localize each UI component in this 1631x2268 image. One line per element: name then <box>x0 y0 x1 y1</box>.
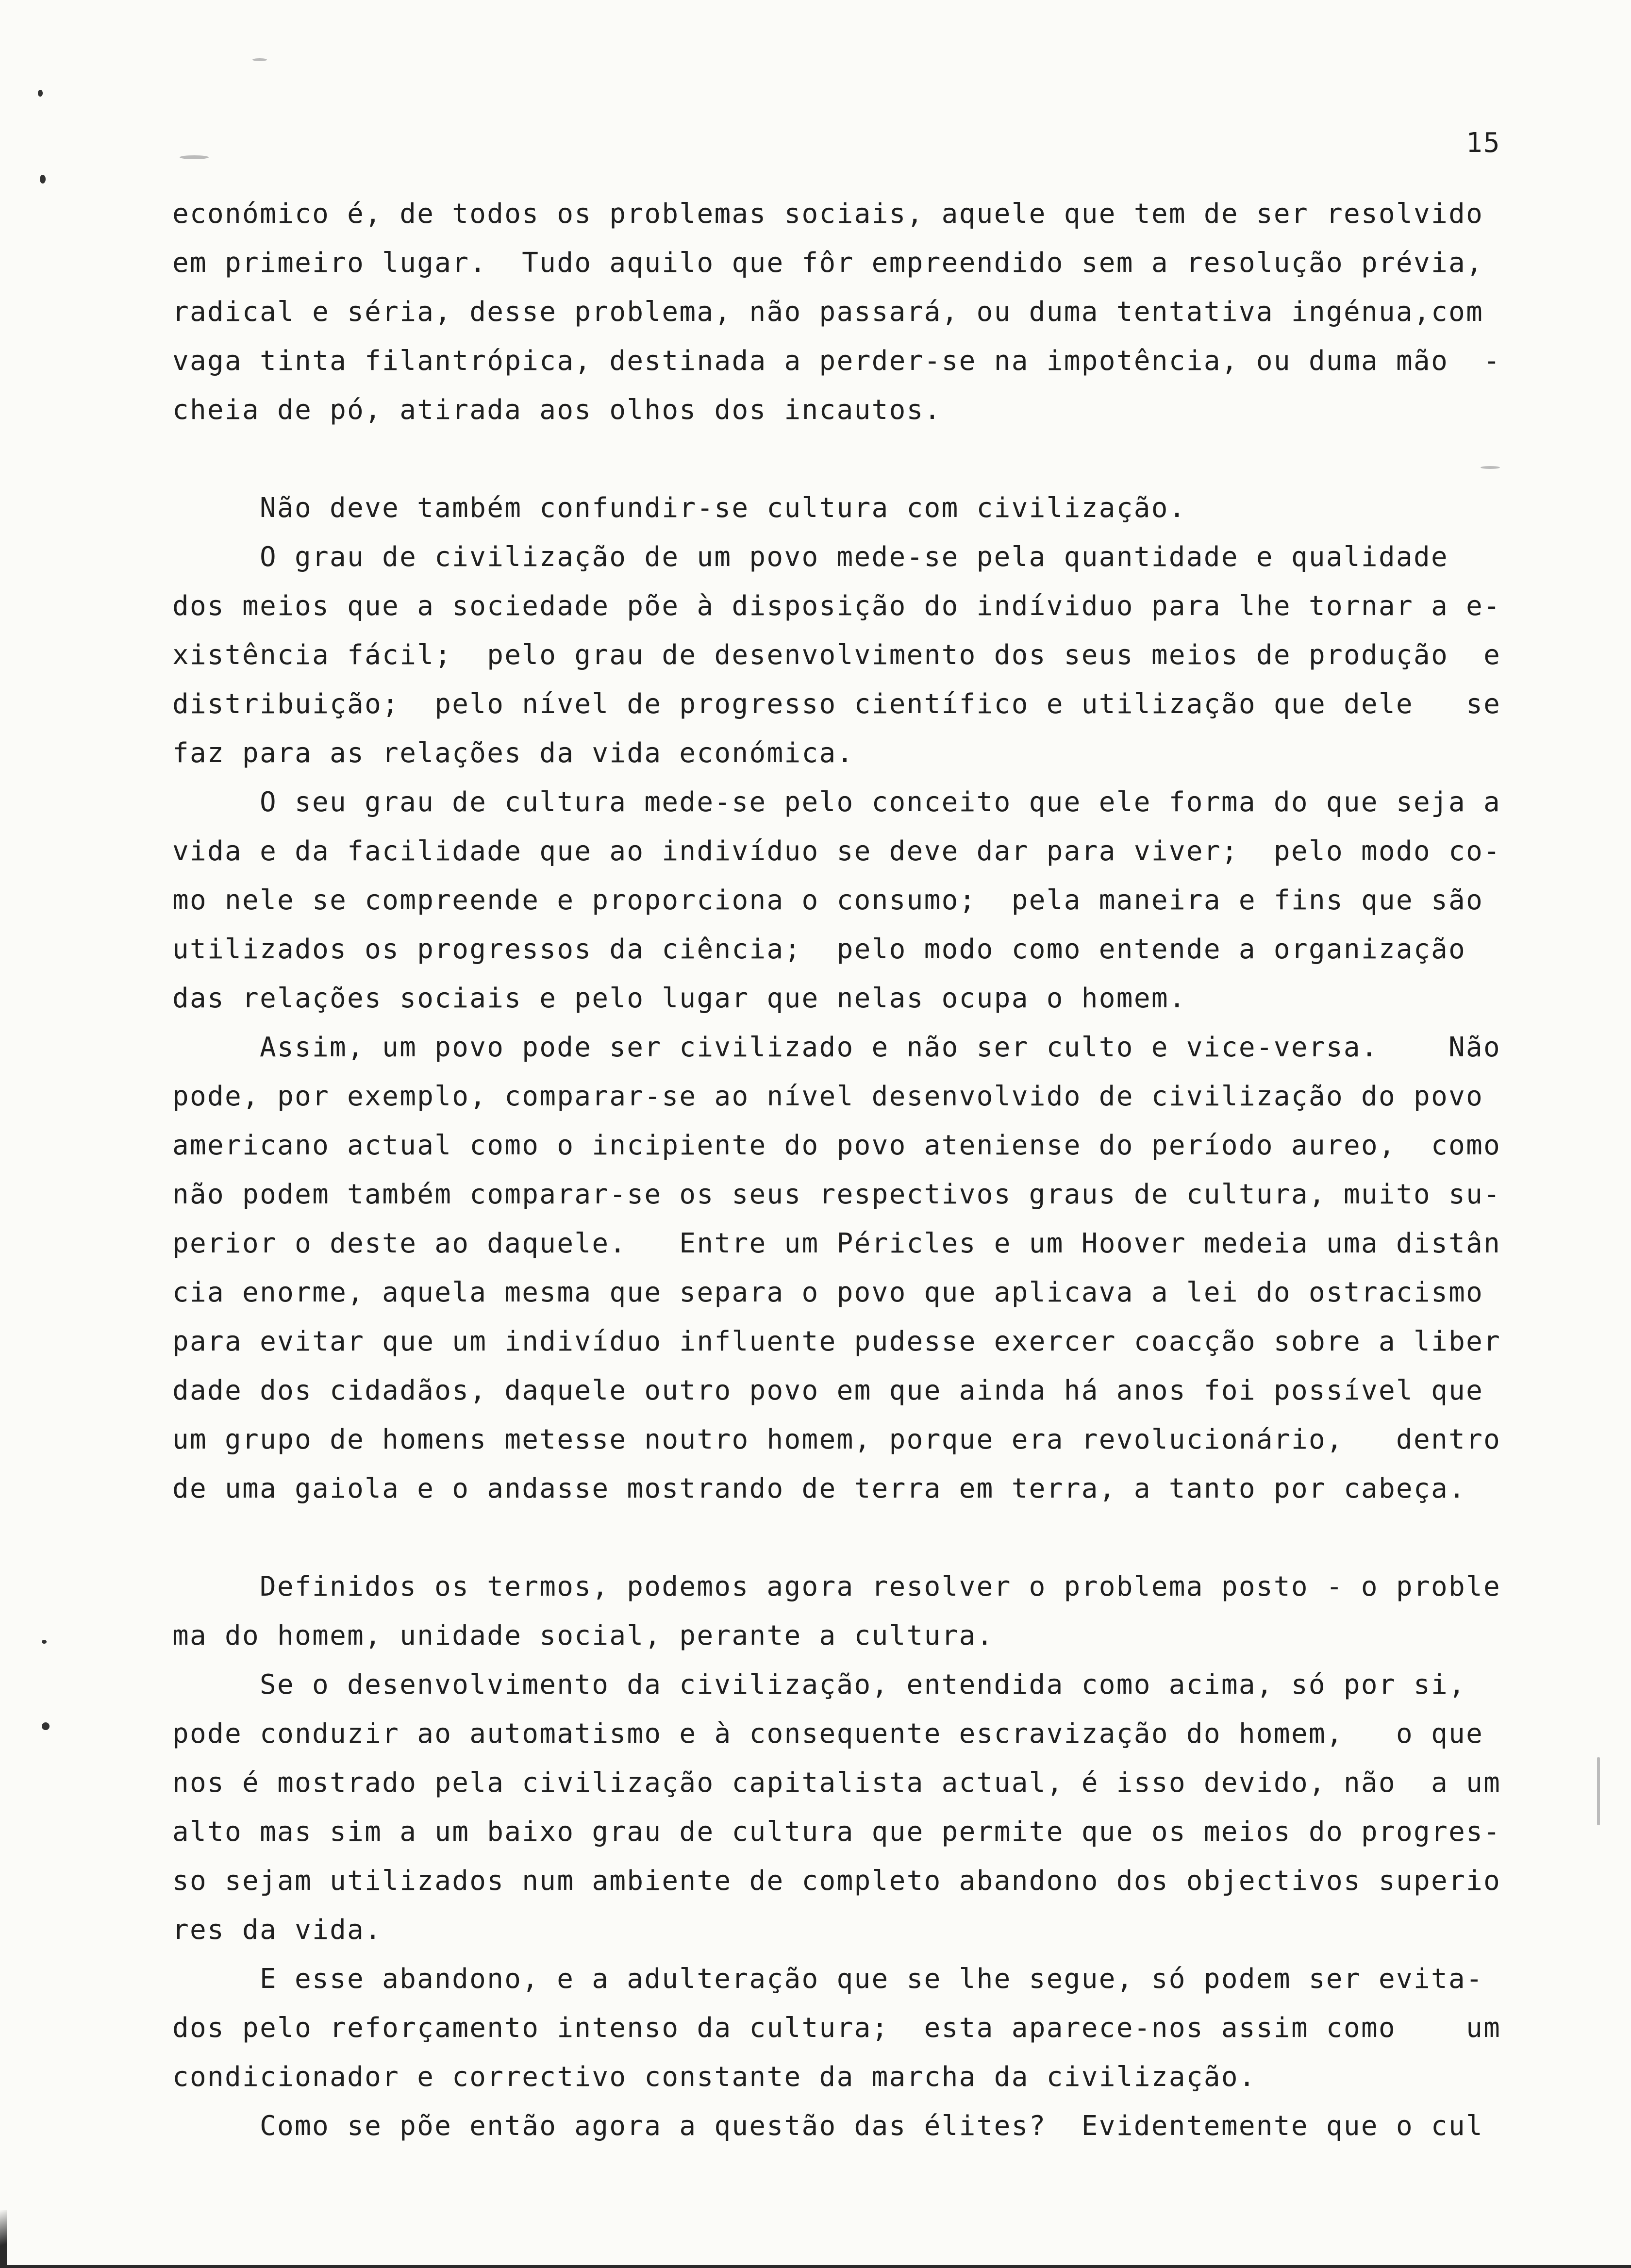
margin-mark <box>42 1722 50 1730</box>
text-line: ma do homem, unidade social, perante a cultura. <box>172 1620 994 1651</box>
scan-speck <box>180 155 209 159</box>
text-line: E esse abandono, e a adulteração que se lhe segue, só podem ser evita- <box>260 1963 1484 1995</box>
text-line: vaga tinta filantrópica, destinada a perder-se na impotência, ou duma mão - <box>172 345 1501 377</box>
text-line: de uma gaiola e o andasse mostrando de terra em terra, a tanto por cabeça. <box>172 1473 1466 1504</box>
text-line: cheia de pó, atirada aos olhos dos incautos. <box>172 394 942 426</box>
text-line: pode conduzir ao automatismo e à consequente escravização do homem, o que <box>172 1718 1484 1750</box>
text-line: dos meios que a sociedade põe à disposição do indíviduo para lhe tornar a e- <box>172 590 1501 622</box>
text-line: alto mas sim a um baixo grau de cultura que permite que os meios do progres- <box>172 1816 1501 1848</box>
text-line: Assim, um povo pode ser civilizado e não ser culto e vice-versa. Não <box>260 1032 1501 1063</box>
text-line: Definidos os termos, podemos agora resolver o problema posto - o proble <box>260 1571 1501 1602</box>
scan-speck <box>252 58 267 61</box>
text-line: um grupo de homens metesse noutro homem, porque era revolucionário, dentro <box>172 1424 1501 1455</box>
text-line: res da vida. <box>172 1914 383 1946</box>
paragraph <box>172 778 1512 1023</box>
text-line: Se o desenvolvimento da civilização, entendida como acima, só por si, <box>260 1669 1466 1701</box>
text-line: mo nele se compreende e proporciona o consumo; pela maneira e fins que são <box>172 884 1484 916</box>
paragraph-gap <box>172 1513 1512 1562</box>
body-text <box>172 189 1512 2151</box>
scan-speck <box>1597 1757 1600 1825</box>
text-line: perior o deste ao daquele. Entre um Péricles e um Hoover medeia uma distân <box>172 1228 1501 1259</box>
page-corner-edge <box>0 2210 7 2268</box>
text-line: O seu grau de cultura mede-se pelo conceito que ele forma do que seja a <box>260 786 1501 818</box>
text-line: das relações sociais e pelo lugar que nelas ocupa o homem. <box>172 983 1186 1014</box>
text-line: condicionador e correctivo constante da marcha da civilização. <box>172 2061 1256 2093</box>
paragraph <box>172 189 1512 434</box>
margin-mark <box>38 90 43 97</box>
text-line: nos é mostrado pela civilização capitalista actual, é isso devido, não a um <box>172 1767 1501 1799</box>
paragraph-gap <box>172 434 1512 484</box>
paragraph <box>172 533 1512 778</box>
text-line: não podem também comparar-se os seus respectivos graus de cultura, muito su- <box>172 1179 1501 1210</box>
text-line: americano actual como o incipiente do povo ateniense do período aureo, como <box>172 1130 1501 1161</box>
paragraph <box>172 2101 1512 2151</box>
text-line: pode, por exemplo, comparar-se ao nível desenvolvido de civilização do povo <box>172 1081 1484 1112</box>
paragraph <box>172 1660 1512 1954</box>
page-number: 15 <box>1466 127 1501 159</box>
text-line: radical e séria, desse problema, não passará, ou duma tentativa ingénua,com <box>172 296 1484 328</box>
margin-mark <box>42 1640 47 1644</box>
text-line: xistência fácil; pelo grau de desenvolvimento dos seus meios de produção e <box>172 639 1501 671</box>
text-line: dos pelo reforçamento intenso da cultura; esta aparece-nos assim como um <box>172 2012 1501 2044</box>
text-line: em primeiro lugar. Tudo aquilo que fôr empreendido sem a resolução prévia, <box>172 247 1484 279</box>
text-line: Não deve também confundir-se cultura com civilização. <box>260 492 1186 524</box>
scan-speck <box>1481 466 1500 469</box>
text-line: Como se põe então agora a questão das élites? Evidentemente que o cul <box>260 2110 1484 2142</box>
paragraph <box>172 484 1512 533</box>
text-line: so sejam utilizados num ambiente de completo abandono dos objectivos superio <box>172 1865 1501 1897</box>
paragraph <box>172 1562 1512 1660</box>
margin-mark <box>40 175 46 183</box>
paragraph <box>172 1023 1512 1513</box>
text-line: faz para as relações da vida económica. <box>172 737 854 769</box>
text-line: O grau de civilização de um povo mede-se pela quantidade e qualidade <box>260 541 1449 573</box>
text-line: distribuição; pelo nível de progresso científico e utilização que dele se <box>172 688 1501 720</box>
paragraph <box>172 1954 1512 2101</box>
page-bottom-edge <box>0 2265 1631 2268</box>
text-line: utilizados os progressos da ciência; pelo modo como entende a organização <box>172 934 1466 965</box>
text-line: dade dos cidadãos, daquele outro povo em que ainda há anos foi possível que <box>172 1375 1484 1406</box>
text-line: económico é, de todos os problemas sociais, aquele que tem de ser resolvido <box>172 198 1484 230</box>
text-line: cia enorme, aquela mesma que separa o povo que aplicava a lei do ostracismo <box>172 1277 1484 1308</box>
text-line: para evitar que um indivíduo influente pudesse exercer coacção sobre a liber <box>172 1326 1501 1357</box>
text-line: vida e da facilidade que ao indivíduo se deve dar para viver; pelo modo co- <box>172 835 1501 867</box>
